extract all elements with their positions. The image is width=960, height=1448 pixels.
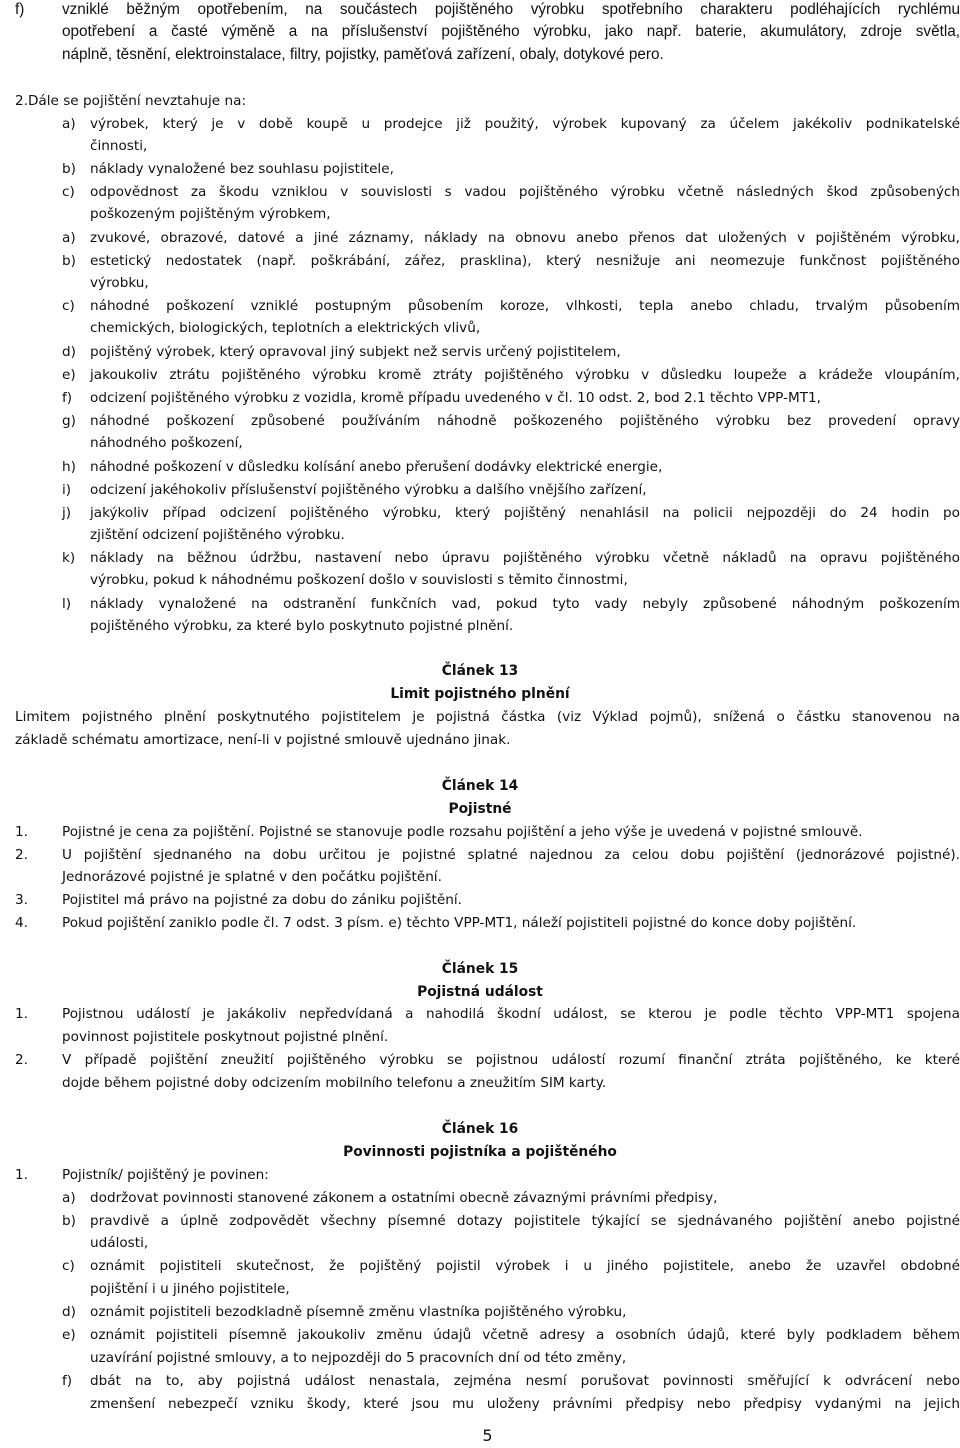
list-label: 2. — [15, 1052, 28, 1068]
list-item-line: Pojistnou událostí je jakákoliv nepředvídaná a nahodilá škodní událost, se kterou je podle těchto VPP-MT1 spojena — [62, 1006, 960, 1022]
paragraph-line: Limitem pojistného plnění poskytnutého pojistitelem je pojistná částka (viz Výklad pojmů), snížená o částku stanovenou na — [15, 709, 960, 725]
article-number: Článek 16 — [441, 1121, 519, 1137]
list-item-line: jakýkoliv případ odcizení pojištěného výrobku, který pojištěný nenahlásil na policii nejpozději do 24 hodin po — [90, 505, 960, 521]
list-label: k) — [62, 550, 76, 566]
list-item-line: estetický nedostatek (např. poškrábání, zářez, prasklina), který nesnižuje ani neomezuje funkčnost pojištěného — [90, 253, 960, 269]
article-number: Článek 14 — [441, 778, 519, 794]
list-label: e) — [62, 367, 76, 383]
list-item-line: Pojistitel má právo na pojistné za dobu do zániku pojištění. — [62, 892, 462, 908]
list-label: 4. — [15, 915, 28, 931]
list-item-line: oznámit pojistiteli skutečnost, že pojištěný pojistil výrobek i u jiného pojistitele, anebo že uzavřel obdobné — [90, 1258, 960, 1274]
list-item-line: V případě pojištění zneužití pojištěného výrobku se pojistnou událostí rozumí finanční ztráta pojištěného, ke které — [62, 1052, 960, 1068]
list-label: h) — [62, 459, 76, 475]
list-item-line: pojištění i u jiného pojistitele, — [90, 1281, 290, 1297]
list-item-line: jakoukoliv ztrátu pojištěného výrobku kromě ztráty pojištěného výrobku v důsledku loupeže a krádeže vloupáním, — [90, 367, 960, 383]
article-title: Limit pojistného plnění — [390, 686, 570, 702]
list-item-line: Pokud pojištění zaniklo podle čl. 7 odst. 3 písm. e) těchto VPP-MT1, náleží pojistiteli pojistné do konce doby pojištění. — [62, 915, 857, 931]
list-label: g) — [62, 413, 76, 429]
list-label: j) — [62, 505, 72, 521]
list-label: b) — [62, 1213, 76, 1229]
list-item-line: dojde během pojistné doby odcizením mobilního telefonu a zneužitím SIM karty. — [62, 1075, 607, 1091]
list-item-line: události, — [90, 1235, 149, 1251]
list-item-line: náklady na běžnou údržbu, nastavení nebo úpravu pojištěného výrobku včetně nákladů na opravu pojištěného — [90, 550, 960, 566]
list-label: b) — [62, 253, 76, 269]
list-item-line: poškozeným pojištěným výrobkem, — [90, 206, 331, 222]
list-item-line: pojištěného výrobku, za které bylo poskytnuto pojistné plnění. — [90, 618, 514, 634]
list-item-line: zjištění odcizení pojištěného výrobku. — [90, 527, 345, 543]
list-item-line: Jednorázové pojistné je splatné v den počátku pojištění. — [62, 869, 442, 885]
list-item-line: náhodné poškození vzniklé postupným působením koroze, vlhkosti, tepla anebo chladu, trvalým působením — [90, 298, 960, 314]
list-item-line: zvukové, obrazové, datové a jiné záznamy, náklady na obnovu anebo přenos dat uložených v pojištěném výrobku, — [90, 230, 960, 246]
paragraph-line: základě schématu amortizace, není-li v pojistné smlouvě ujednáno jinak. — [15, 732, 511, 748]
list-label: a) — [62, 1190, 76, 1206]
list-item-line: odpovědnost za škodu vzniklou v souvislosti s vadou pojištěného výrobku včetně následných škod způsobených — [90, 184, 960, 200]
list-item-line: chemických, biologických, teplotních a elektrických vlivů, — [90, 320, 481, 336]
page-number: 5 — [482, 1426, 493, 1445]
paragraph-line: vzniklé běžným opotřebením, na součástech pojištěného výrobku spotřebního charakteru podléhajících rychlému — [62, 1, 960, 18]
list-item-line: náklady vynaložené bez souhlasu pojistitele, — [90, 161, 394, 177]
list-item-line: činnosti, — [90, 138, 148, 154]
list-label: a) — [62, 116, 76, 132]
paragraph-line: opotřebení a časté výměně a na příslušenství pojištěného výrobku, jako např. baterie, akumulátory, zdroje světla, — [62, 23, 960, 40]
article-number: Článek 15 — [441, 961, 519, 977]
list-item-line: pojištěný výrobek, který opravoval jiný subjekt než servis určený pojistitelem, — [90, 344, 621, 360]
list-item-line: odcizení jakéhokoliv příslušenství pojištěného výrobku a dalšího vnějšího zařízení, — [90, 482, 647, 498]
list-item-line: výrobek, který je v době koupě u prodejce již použitý, výrobek kupovaný za účelem jakékoliv podnikatelské — [90, 116, 960, 132]
article-title: Povinnosti pojistníka a pojištěného — [343, 1144, 617, 1160]
list-label: 1. — [15, 1167, 28, 1183]
list-label: f) — [15, 1, 25, 18]
list-item-line: povinnost pojistitele poskytnout pojistné plnění. — [62, 1029, 389, 1045]
list-item-line: náhodné poškození v důsledku kolísání anebo přerušení dodávky elektrické energie, — [90, 459, 663, 475]
list-label: i) — [62, 482, 72, 498]
list-item-line: náklady vynaložené na odstranění funkčních vad, pokud tyto vady nebyly způsobené náhodným poškozením — [90, 596, 960, 612]
list-label: c) — [62, 298, 75, 314]
list-item-line: náhodného poškození, — [90, 435, 243, 451]
list-item-line: výrobku, — [90, 275, 149, 291]
article-number: Článek 13 — [441, 663, 519, 679]
list-label: 1. — [15, 824, 28, 840]
list-item-line: dodržovat povinnosti stanovené zákonem a ostatními obecně závaznými právními předpisy, — [90, 1190, 718, 1206]
list-label: d) — [62, 344, 76, 360]
list-label: f) — [62, 390, 73, 406]
list-item-line: náhodné poškození způsobené používáním náhodně poškozeného pojištěného výrobku bez provedení opravy — [90, 413, 960, 429]
list-item-line: oznámit pojistiteli písemně jakoukoliv změnu údajů včetně adresy a osobních údajů, které byly podkladem během — [90, 1327, 960, 1343]
list-label: f) — [62, 1373, 73, 1389]
list-item-line: dbát na to, aby pojistná událost nenastala, zejména nesmí porušovat povinnosti směřující k odvrácení nebo — [90, 1373, 960, 1389]
list-label: 1. — [15, 1006, 28, 1022]
list-item-line: oznámit pojistiteli bezodkladně písemně změnu vlastníka pojištěného výrobku, — [90, 1304, 627, 1320]
article-title: Pojistné — [448, 801, 512, 817]
list-item-line: uzavírání pojistné smlouvy, a to nejpozději do 5 pracovních dní od této změny, — [90, 1350, 627, 1366]
list-label: d) — [62, 1304, 76, 1320]
paragraph-line: náplně, těsnění, elektroinstalace, filtry, pojistky, paměťová zařízení, obaly, dotykové pero. — [62, 46, 664, 63]
list-item-line: pravdivě a úplně zodpovědět všechny písemné dotazy pojistitele týkající se sjednávaného pojištění anebo pojistné — [90, 1213, 960, 1229]
list-item-line: U pojištění sjednaného na dobu určitou je pojistné splatné najednou za celou dobu pojištění (jednorázové pojistné). — [62, 847, 960, 863]
list-item-line: Pojistné je cena za pojištění. Pojistné se stanovuje podle rozsahu pojištění a jeho výše je uvedená v pojistné smlouvě. — [62, 824, 863, 840]
list-label: b) — [62, 161, 76, 177]
article-title: Pojistná událost — [417, 984, 543, 1000]
list-label: 2. — [15, 847, 28, 863]
list-label: e) — [62, 1327, 76, 1343]
list-label: a) — [62, 230, 76, 246]
list-label: l) — [62, 596, 72, 612]
list-item-line: zmenšení nebezpečí vzniku škody, které jsou mu uloženy právními předpisy nebo předpisy vydanými na jejich — [90, 1396, 960, 1412]
list-intro: Pojistník/ pojištěný je povinen: — [62, 1167, 269, 1183]
list-item-line: výrobku, pokud k náhodnému poškození došlo v souvislosti s těmito činnostmi, — [90, 572, 628, 588]
list-item-line: odcizení pojištěného výrobku z vozidla, kromě případu uvedeného v čl. 10 odst. 2, bod 2.1 těchto VPP-MT1, — [90, 390, 821, 406]
section-intro: 2.Dále se pojištění nevztahuje na: — [15, 93, 247, 109]
list-label: 3. — [15, 892, 28, 908]
list-label: c) — [62, 1258, 75, 1274]
list-label: c) — [62, 184, 75, 200]
